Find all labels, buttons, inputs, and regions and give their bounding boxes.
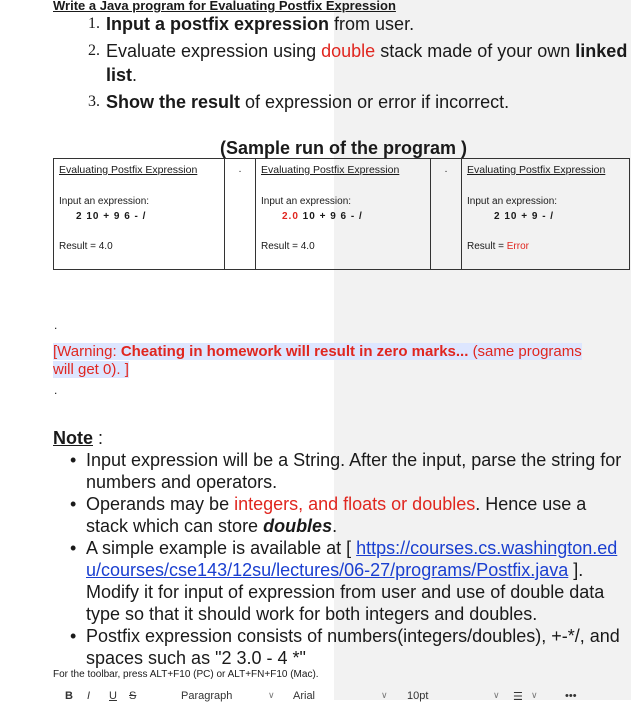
run-expression: 2 10 + 9 - / [494, 211, 555, 222]
run-prompt: Input an expression: [261, 196, 352, 207]
paragraph-style-select[interactable]: Paragraph [181, 690, 233, 702]
step-number: 1. [88, 15, 100, 32]
run-prompt: Input an expression: [59, 196, 150, 207]
chevron-down-icon[interactable]: ∨ [381, 690, 388, 700]
sample-run-cell [462, 159, 630, 270]
toolbar-hint: For the toolbar, press ALT+F10 (PC) or ALT+FN+F10 (Mac). [53, 669, 319, 680]
font-size-select[interactable]: 10pt [407, 690, 429, 702]
run-result: Result = 4.0 [261, 241, 315, 252]
run-prompt: Input an expression: [467, 196, 558, 207]
underline-button[interactable]: U [109, 690, 117, 702]
list-item: • A simple example is available at [ https://courses.cs.washington.edu/courses/cse143/12su/lectures/06-27/programs/Postfix.java ]. Modify it for input of expression from user and use of double data type so that it should work for both integers and doubles. [58, 537, 630, 625]
run-expression: 2 10 + 9 6 - / [76, 211, 147, 222]
run-result: Result = 4.0 [59, 241, 113, 252]
separator-cell: . [431, 159, 462, 270]
requirements-list [88, 12, 628, 117]
list-item: • Operands may be integers, and floats or doubles. Hence use a stack which can store doubles. [58, 493, 630, 537]
list-item: 2. Evaluate expression using double stack made of your own linked list. [88, 41, 628, 85]
list-item: • Postfix expression consists of numbers(integers/doubles), +-*/, and spaces such as "2 3.0 - 4 *" [58, 625, 630, 669]
run-result: Result = Error [467, 241, 529, 252]
chevron-down-icon[interactable]: ∨ [531, 690, 538, 700]
sample-runs-table [53, 158, 630, 270]
list-item: 3. Show the result of expression or error if incorrect. [88, 92, 510, 112]
font-family-select[interactable]: Arial [293, 690, 316, 702]
stray-dot: . [54, 383, 58, 397]
italic-button[interactable]: I [87, 690, 91, 702]
bold-button[interactable]: B [65, 690, 73, 702]
run-header: Evaluating Postfix Expression [59, 164, 198, 176]
list-item: 1. Input a postfix expression from user. [88, 14, 415, 34]
run-expression: 2.0 10 + 9 6 - / [282, 211, 363, 222]
list-item: • Input expression will be a String. After the input, parse the string for numbers and operators. [58, 449, 630, 493]
sample-run-cell [256, 159, 431, 270]
step-number: 3. [88, 93, 100, 110]
strikethrough-button[interactable]: S [129, 690, 137, 702]
note-bullets [58, 449, 630, 669]
postfix-example-link[interactable]: https://courses.cs.washington.edu/courses/cse143/12su/lectures/06-27/programs/Postfix.java [86, 538, 618, 580]
list-icon[interactable]: ☰ [513, 691, 523, 703]
sample-run-cell [54, 159, 225, 270]
run-header: Evaluating Postfix Expression [261, 164, 400, 176]
chevron-down-icon[interactable]: ∨ [268, 690, 275, 700]
chevron-down-icon[interactable]: ∨ [493, 690, 500, 700]
separator-cell: . [225, 159, 256, 270]
note-heading: Note : [53, 428, 104, 448]
editor-toolbar [53, 690, 631, 710]
run-header: Evaluating Postfix Expression [467, 164, 606, 176]
step-number: 2. [88, 42, 100, 59]
warning-notice: [Warning: Cheating in homework will result in zero marks... (same programs will get 0). ] [53, 343, 582, 378]
sample-run-title: (Sample run of the program ) [220, 138, 468, 158]
more-options-icon[interactable]: ••• [565, 690, 577, 702]
stray-dot: . [54, 318, 58, 332]
doc-heading: Write a Java program for Evaluating Postfix Expression [53, 0, 396, 13]
